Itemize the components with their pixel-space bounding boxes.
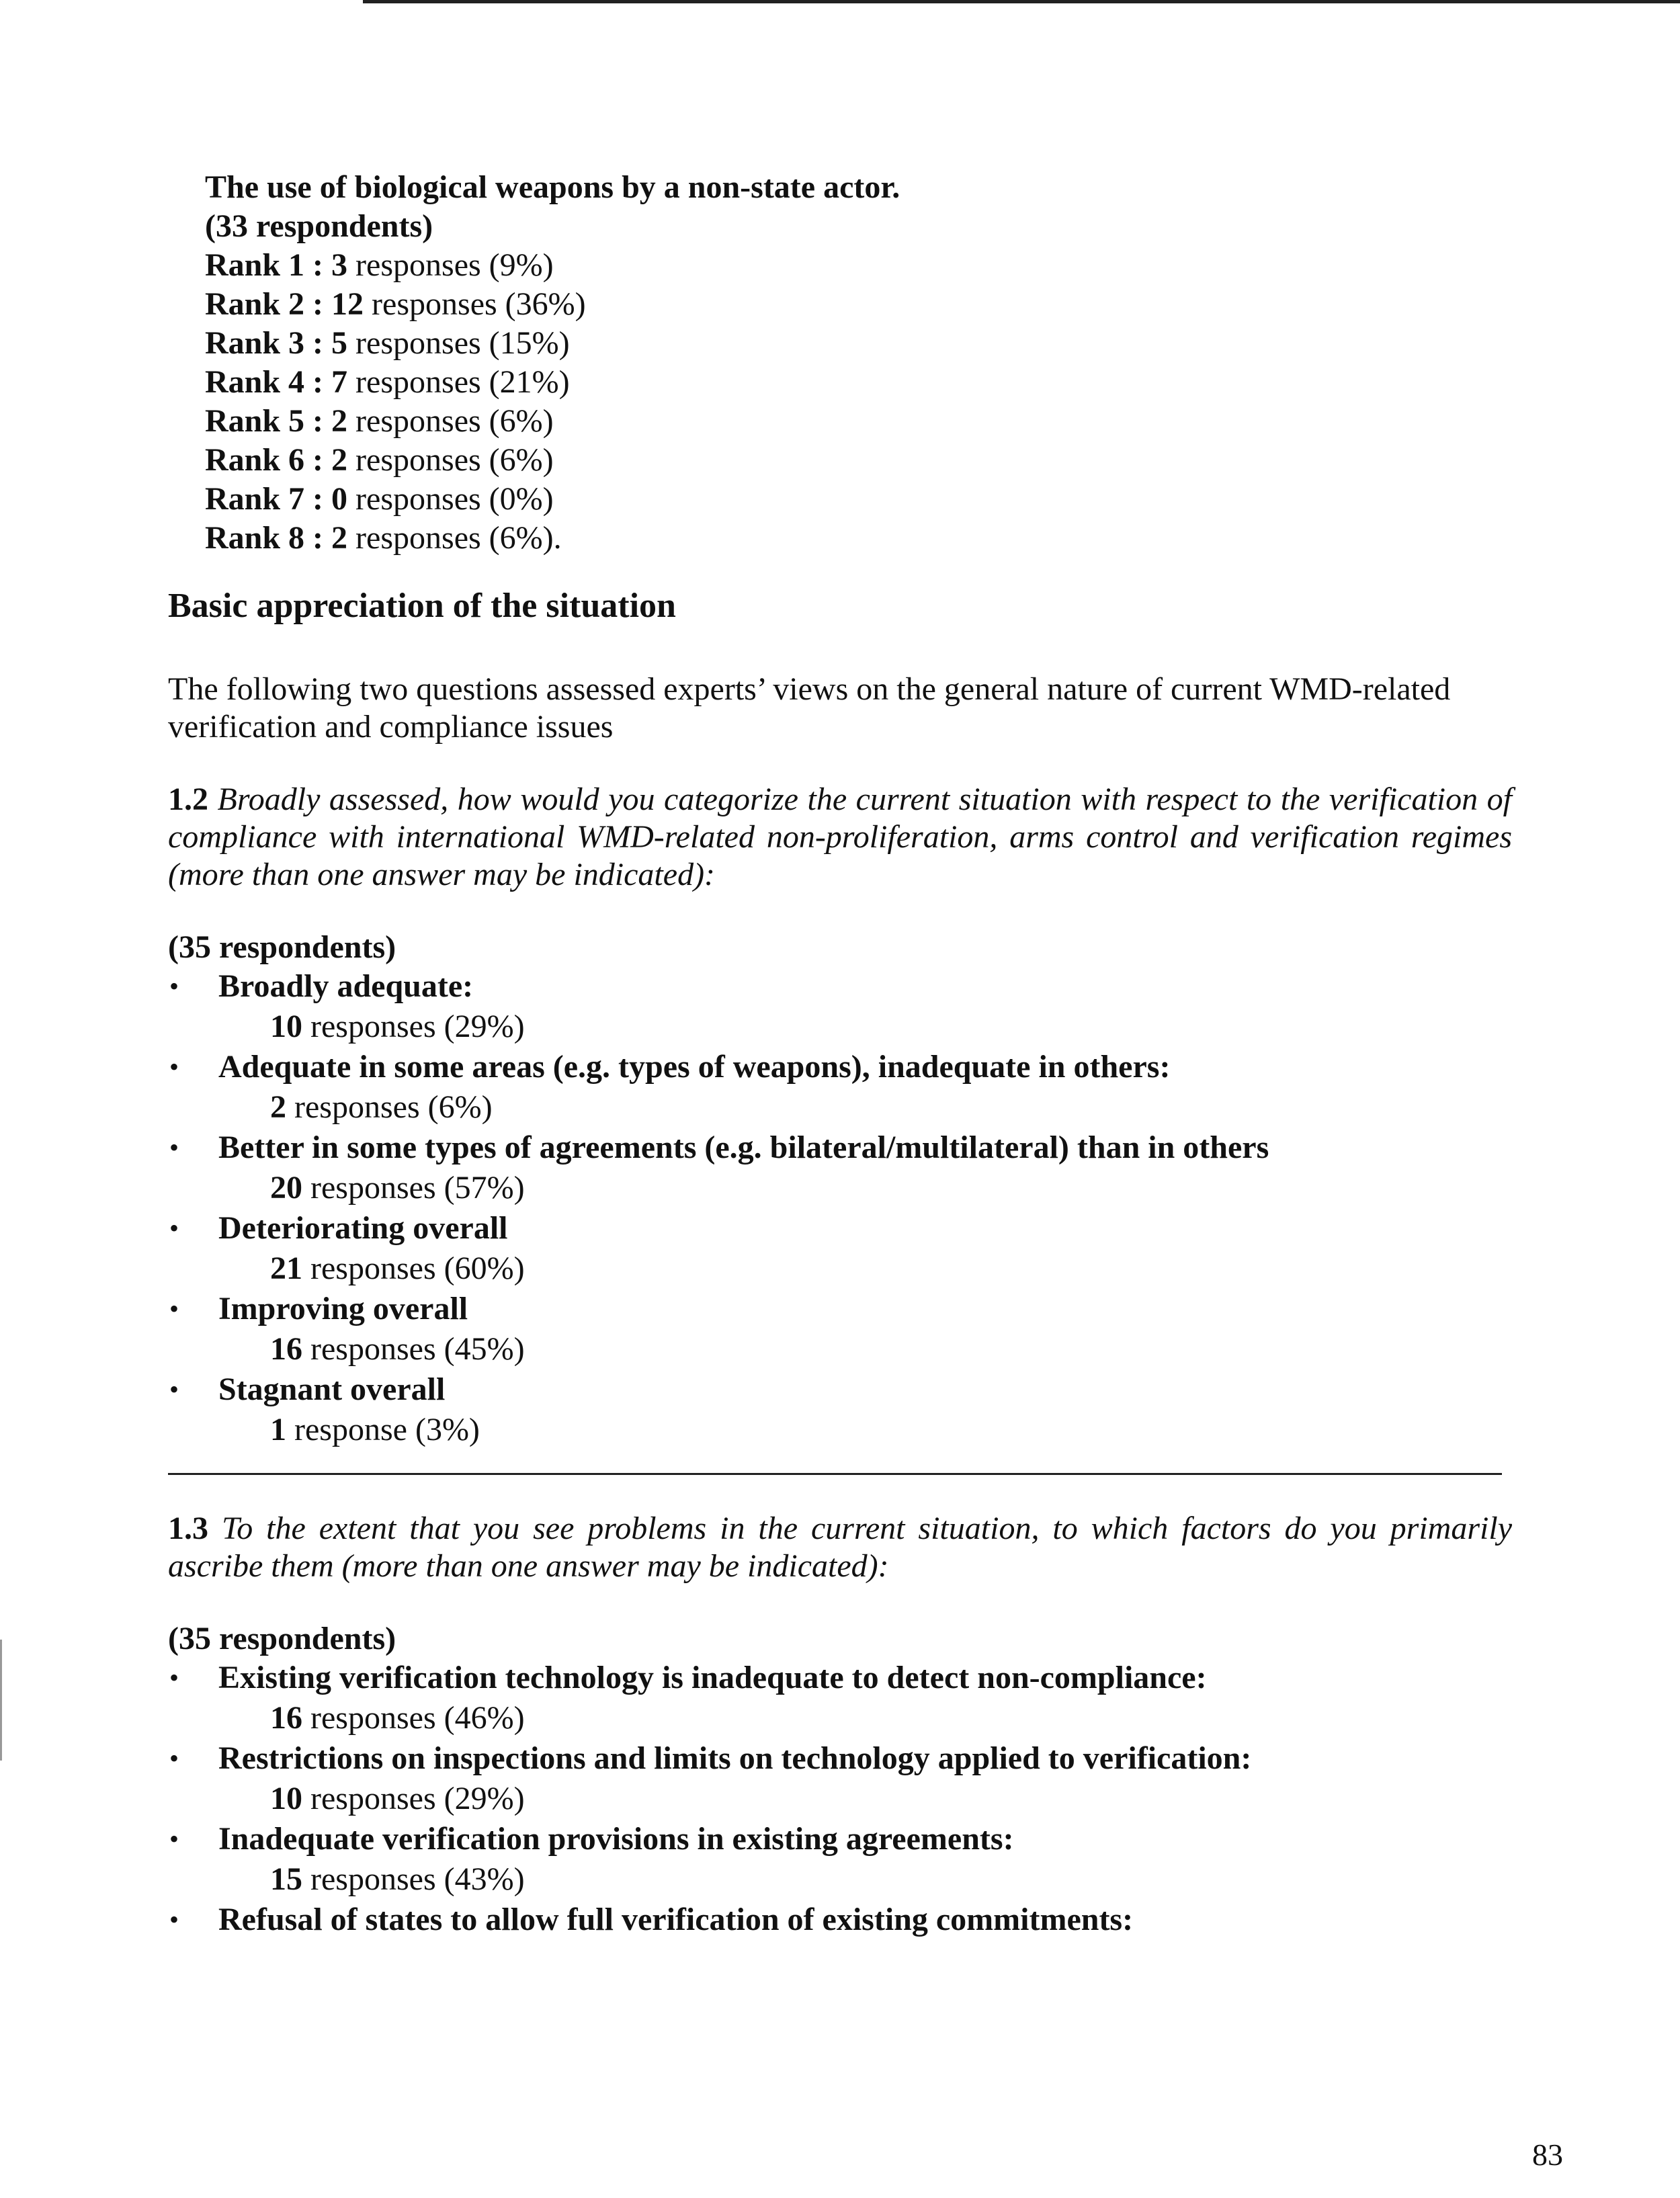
bullet-icon: • <box>169 1743 179 1773</box>
bio-weapons-section <box>205 168 1512 558</box>
list-item: • Restrictions on inspections and limits on technology applied to verification: 10 responses (29%) <box>168 1738 1512 1819</box>
list-item: • Better in some types of agreements (e.g. bilateral/multilateral) than in others 20 responses (57%) <box>168 1128 1512 1208</box>
list-item: • Refusal of states to allow full verification of existing commitments: <box>168 1900 1512 1940</box>
bullet-icon: • <box>169 1132 179 1163</box>
rank-line: Rank 7 : 0 responses (0%) <box>205 481 554 517</box>
document-page <box>168 168 1512 1940</box>
q12-answer-list <box>168 966 1512 1450</box>
bullet-icon: • <box>169 1662 179 1693</box>
section-heading: Basic appreciation of the situation <box>168 587 676 625</box>
bullet-icon: • <box>169 1294 179 1324</box>
page-number: 83 <box>1532 2138 1563 2172</box>
rank-line: Rank 4 : 7 responses (21%) <box>205 364 570 400</box>
list-item: • Broadly adequate: 10 responses (29%) <box>168 966 1512 1047</box>
q13-respondents: (35 respondents) <box>168 1621 396 1656</box>
bullet-icon: • <box>169 1904 179 1935</box>
list-item: • Existing verification technology is inadequate to detect non-compliance: 16 responses (46%) <box>168 1658 1512 1738</box>
q13-answer-list <box>168 1658 1512 1940</box>
rank-line: Rank 3 : 5 responses (15%) <box>205 325 570 361</box>
question-1-3: 1.3 To the extent that you see problems in the current situation, to which factors do you primarily ascribe them (more than one answer may be indicated): <box>168 1511 1513 1584</box>
bullet-icon: • <box>169 1374 179 1404</box>
bullet-icon: • <box>169 1213 179 1243</box>
left-scan-edge <box>0 1640 2 1761</box>
question-1-2: 1.2 Broadly assessed, how would you categorize the current situation with respect to the verification of compliance with international WMD-related non-proliferation, arms control and verification regimes (more than one answer may be indicated): <box>168 781 1513 892</box>
q12-respondents: (35 respondents) <box>168 929 396 965</box>
list-item: • Inadequate verification provisions in existing agreements: 15 responses (43%) <box>168 1819 1512 1900</box>
bio-section-title: The use of biological weapons by a non-state actor. <box>205 169 900 205</box>
bullet-icon: • <box>169 1052 179 1082</box>
bullet-icon: • <box>169 1824 179 1854</box>
list-item: • Deteriorating overall 21 responses (60%) <box>168 1208 1512 1289</box>
section-divider <box>168 1473 1502 1475</box>
list-item: • Stagnant overall 1 response (3%) <box>168 1369 1512 1450</box>
rank-line: Rank 2 : 12 responses (36%) <box>205 286 586 322</box>
list-item: • Adequate in some areas (e.g. types of weapons), inadequate in others: 2 responses (6%) <box>168 1047 1512 1128</box>
top-scan-rule <box>363 0 1680 3</box>
rank-line: Rank 8 : 2 responses (6%). <box>205 520 562 556</box>
list-item: • Improving overall 16 responses (45%) <box>168 1289 1512 1369</box>
rank-line: Rank 6 : 2 responses (6%) <box>205 442 554 478</box>
intro-paragraph: The following two questions assessed experts’ views on the general nature of current WMD-related verification and compliance issues <box>168 671 1451 745</box>
rank-line: Rank 5 : 2 responses (6%) <box>205 403 554 439</box>
bullet-icon: • <box>169 971 179 1001</box>
rank-line: Rank 1 : 3 responses (9%) <box>205 247 554 283</box>
bio-respondents: (33 respondents) <box>205 208 433 244</box>
